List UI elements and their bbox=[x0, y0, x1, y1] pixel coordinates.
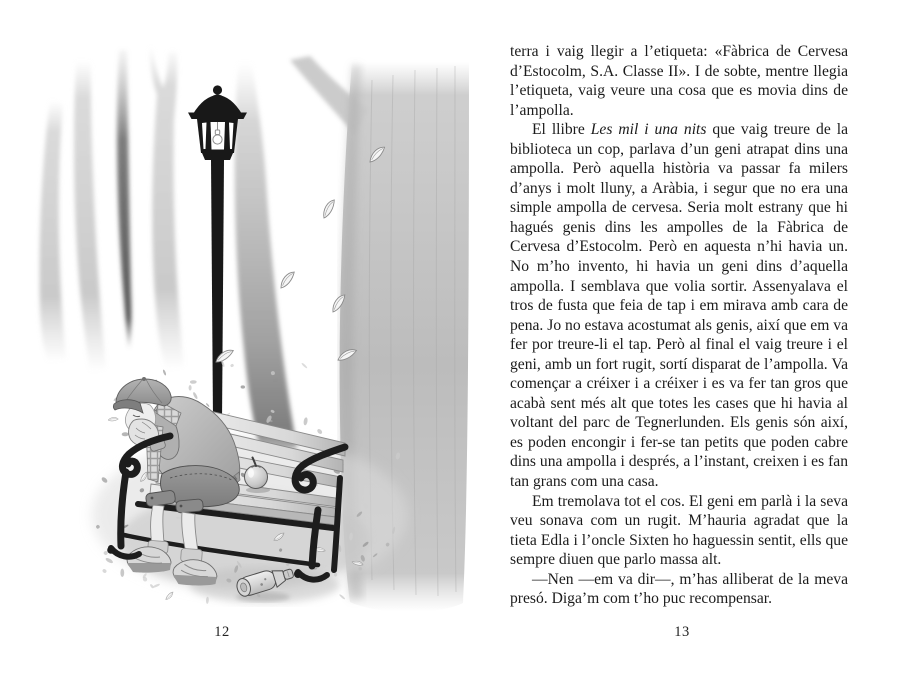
tree-trunk-forked bbox=[149, 46, 184, 370]
paragraph bbox=[510, 120, 848, 491]
lamp-post bbox=[211, 160, 224, 422]
text-segment: Em tremolava tot el cos. El geni em parlà i la seva veu sonava com un rugit. M’hauria agradat que la tieta Edla i l’oncle Sixten ho haguessin sentit, ells que sempre diuen que parlo massa alt. bbox=[510, 492, 848, 569]
lamp-finial-ball bbox=[213, 85, 222, 94]
lamp-roof-brim bbox=[188, 113, 247, 120]
text-segment: El llibre bbox=[532, 121, 591, 139]
page-text bbox=[510, 42, 848, 609]
tree-trunk bbox=[74, 60, 106, 372]
book-title-italic: Les mil i una nits bbox=[590, 121, 707, 139]
lamp-roof bbox=[193, 95, 242, 114]
paragraph bbox=[510, 570, 848, 609]
boy-leg bbox=[151, 505, 164, 545]
text-segment: terra i vaig llegir a l’etiqueta: «Fàbrica de Cervesa d’Estocolm, S.A. Classe II». I de sobte, mentre llegia l’etiqueta, vaig veure una cosa que es movia dins de l’ampolla. bbox=[510, 43, 848, 119]
tree-trunk bbox=[39, 100, 66, 362]
lamp-base bbox=[202, 153, 233, 160]
page-number-right: 13 bbox=[674, 624, 690, 640]
text-segment: —Nen —em va dir—, m’has alliberat de la meva presó. Diga’m com t’ho puc recompensar. bbox=[510, 570, 848, 608]
paragraph bbox=[510, 42, 848, 120]
tree-trunk-behind-lamp bbox=[235, 62, 297, 452]
paragraph bbox=[510, 492, 848, 570]
page-number-left: 12 bbox=[214, 624, 230, 640]
cap-button bbox=[142, 377, 146, 381]
page-right bbox=[455, 0, 900, 680]
tree-trunk-dark bbox=[117, 50, 131, 349]
text-segment: que vaig treure de la biblioteca un cop, parlava d’un geni atrapat dins una ampolla. Però aquella història va passar fa milers d’anys i molt lluny, a Aràbia, i segur que no era una simple ampolla de cervesa. Seria molt estrany que hi hagués genis dins les ampolles de la Fàbrica de Cervesa d’Estocolm. Però en aquesta n’hi havia un. No m’ho invento, hi havia un geni dins d’aquella ampolla. I semblava que volia sortir. Assenyalava el tros de fusta que feia de tap i em mirava amb cara de pena. Jo no estava acostumat als genis, així que em va fer por treure-li el tap. Però al final el vaig treure i el geni, amb un fort rugit, sortí disparat de l’ampolla. Va començar a créixer i a créixer i es va fer tan gros que acabà sent més alt que totes les cases que hi havia al voltant del parc de Tegnerlunden. Els genis són així, es poden encongir i fer-se tan petits que poden cabre dins una ampolla i després, a l’instant, creixen i es fan tan grans com una casa. bbox=[510, 121, 848, 491]
